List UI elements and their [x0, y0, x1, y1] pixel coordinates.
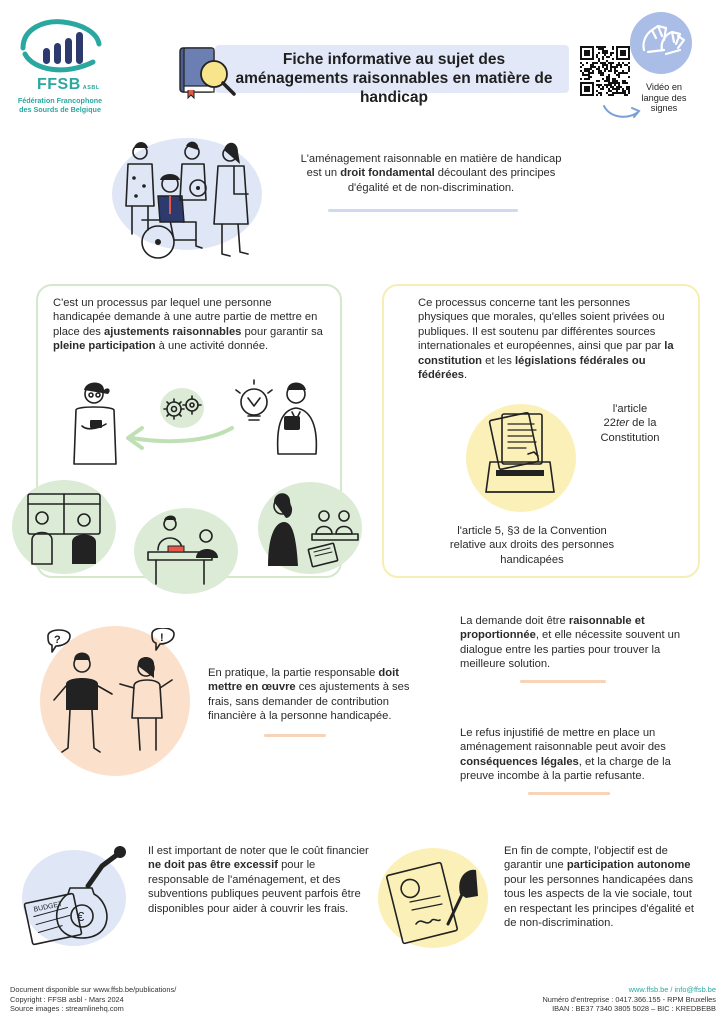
demand-bold: raisonnable et proportionnée	[460, 615, 645, 642]
footer-left	[10, 985, 310, 1014]
diverse-people-illustration	[110, 134, 270, 266]
budget-money-bag-illustration	[22, 846, 146, 946]
sources-text-2: et les	[482, 354, 515, 367]
process-text-1: C'est un processus par lequel une personne handicapée demande à une autre partie de mettre en place des	[53, 297, 318, 338]
cost-text	[148, 844, 370, 916]
refusal-text	[460, 726, 696, 784]
goal-bold: participation autonome	[566, 859, 691, 872]
gears-icon	[160, 393, 206, 423]
practice-underline	[264, 734, 326, 737]
goal-text	[504, 844, 694, 930]
footer-iban: IBAN : BE37 7340 3805 5028 – BIC : KREDBEBB	[552, 1004, 716, 1014]
svg-text:?: ?	[54, 634, 61, 646]
footer-copyright: Copyright : FFSB asbl - Mars 2024	[10, 994, 124, 1004]
demand-text-2: , et elle nécessite souvent un dialogue entre les parties pour trouver la meilleure solution.	[460, 629, 681, 671]
process-bold-2: pleine participation	[53, 340, 156, 353]
curved-arrow-icon	[600, 100, 644, 122]
intro-text-bold: droit fondamental	[340, 167, 435, 180]
article-prefix: l'article	[612, 403, 648, 415]
refusal-text-2: , et la charge de la preuve incombe à la partie refusante.	[460, 755, 671, 783]
refusal-text-1: Le refus injustifié de mettre en place un aménagement raisonnable peut avoir des	[460, 727, 666, 754]
qr-code[interactable]	[580, 46, 630, 96]
sources-text	[418, 296, 680, 382]
intro-text-part2: découlant des principes d'égalité et de non-discrimination.	[347, 167, 556, 194]
process-text-3: à une activité donnée.	[155, 340, 269, 353]
lightbulb-idea-illustration	[232, 378, 328, 458]
logo-acronym: FFSB	[37, 76, 81, 93]
svg-text:!: !	[160, 632, 164, 644]
demand-text	[460, 614, 688, 672]
article-22ter	[588, 402, 672, 445]
footer-right	[420, 985, 716, 1014]
sources-text-1: Ce processus concerne tant les personnes physiques que morales, qu'elles soient privées ou publiques. Il est soutenu par différentes sources internationales et européennes, ainsi que par par	[418, 297, 665, 353]
convention-article: l'article 5, §3 de la Convention relative aux droits des personnes handicapées	[449, 525, 615, 566]
footer-publications[interactable]: Document disponible sur www.ffsb.be/publications/	[10, 985, 177, 994]
document-ballot-illustration	[482, 408, 562, 498]
process-text	[53, 296, 325, 354]
page-title: Fiche informative au sujet des aménagements raisonnables en matière de handicap	[235, 51, 553, 106]
meeting-scene-1-illustration	[12, 480, 116, 574]
budget-label: BUDGET	[33, 900, 64, 914]
video-label[interactable]: Vidéo en langue des signes	[641, 82, 687, 113]
book-magnifier-icon	[176, 40, 238, 100]
logo-suffix: ASBL	[82, 85, 100, 91]
refusal-underline	[528, 792, 610, 795]
sources-text-3: .	[464, 369, 468, 382]
demand-underline	[520, 680, 606, 683]
sign-language-hands-icon	[638, 20, 688, 62]
left-arrow-icon	[118, 422, 238, 452]
goal-text-1: En fin de compte, l'objectif est de garantir une	[504, 845, 668, 872]
practice-text-2: ces ajustements à ses frais, sans demander de contribution financière à la personne handicapée.	[208, 681, 410, 723]
process-text-2: pour garantir sa	[241, 325, 323, 338]
logo-full-name: Fédération Francophone des Sourds de Belgique	[17, 96, 103, 114]
sources-bold-2: législations fédérales ou fédérées	[418, 354, 646, 382]
practice-text-1: En pratique, la partie responsable	[208, 667, 379, 679]
demand-text-1: La demande doit être	[460, 615, 569, 627]
goal-text-2: pour les personnes handicapées dans tous les aspects de la vie sociale, tout en respectant les principes d'égalité et de non-discrimination.	[504, 873, 694, 930]
article-italic: ter	[616, 417, 630, 430]
cost-text-2: pour le responsable de l'aménagement, et des subventions publiques peuvent parfois être disponibles pour aider à couvrir les frais.	[148, 859, 361, 915]
process-bold-1: ajustements raisonnables	[104, 325, 242, 338]
footer-image-source: Source images : streamlinehq.com	[10, 1004, 124, 1014]
refusal-bold: conséquences légales	[460, 755, 579, 768]
ffsb-logo	[15, 18, 105, 118]
meeting-scene-2-illustration	[134, 506, 238, 592]
intro-text-part1: L'aménagement raisonnable en matière de handicap est un	[300, 153, 562, 180]
practice-text	[208, 666, 432, 724]
footer-company-number: Numéro d'entreprise : 0417.366.155 - RPM Bruxelles	[542, 994, 716, 1004]
signing-contract-illustration	[382, 846, 482, 946]
svg-text:€: €	[77, 909, 85, 924]
footer-contact[interactable]: www.ffsb.be / info@ffsb.be	[628, 985, 716, 994]
sources-bold-1: la constitution	[418, 340, 674, 367]
cost-text-1: Il est important de noter que le coût financier	[148, 845, 369, 857]
article-suffix: de la Constitution	[600, 417, 660, 444]
intro-text	[300, 152, 562, 195]
cost-bold: ne doit pas être excessif	[148, 859, 278, 872]
practice-bold: doit mettre en œuvre	[208, 667, 399, 694]
intro-underline	[328, 209, 518, 212]
article-num: 22	[603, 417, 616, 430]
ffsb-logo-icon	[15, 18, 105, 78]
meeting-scene-3-illustration	[258, 482, 362, 574]
dialogue-people-illustration	[40, 628, 190, 760]
